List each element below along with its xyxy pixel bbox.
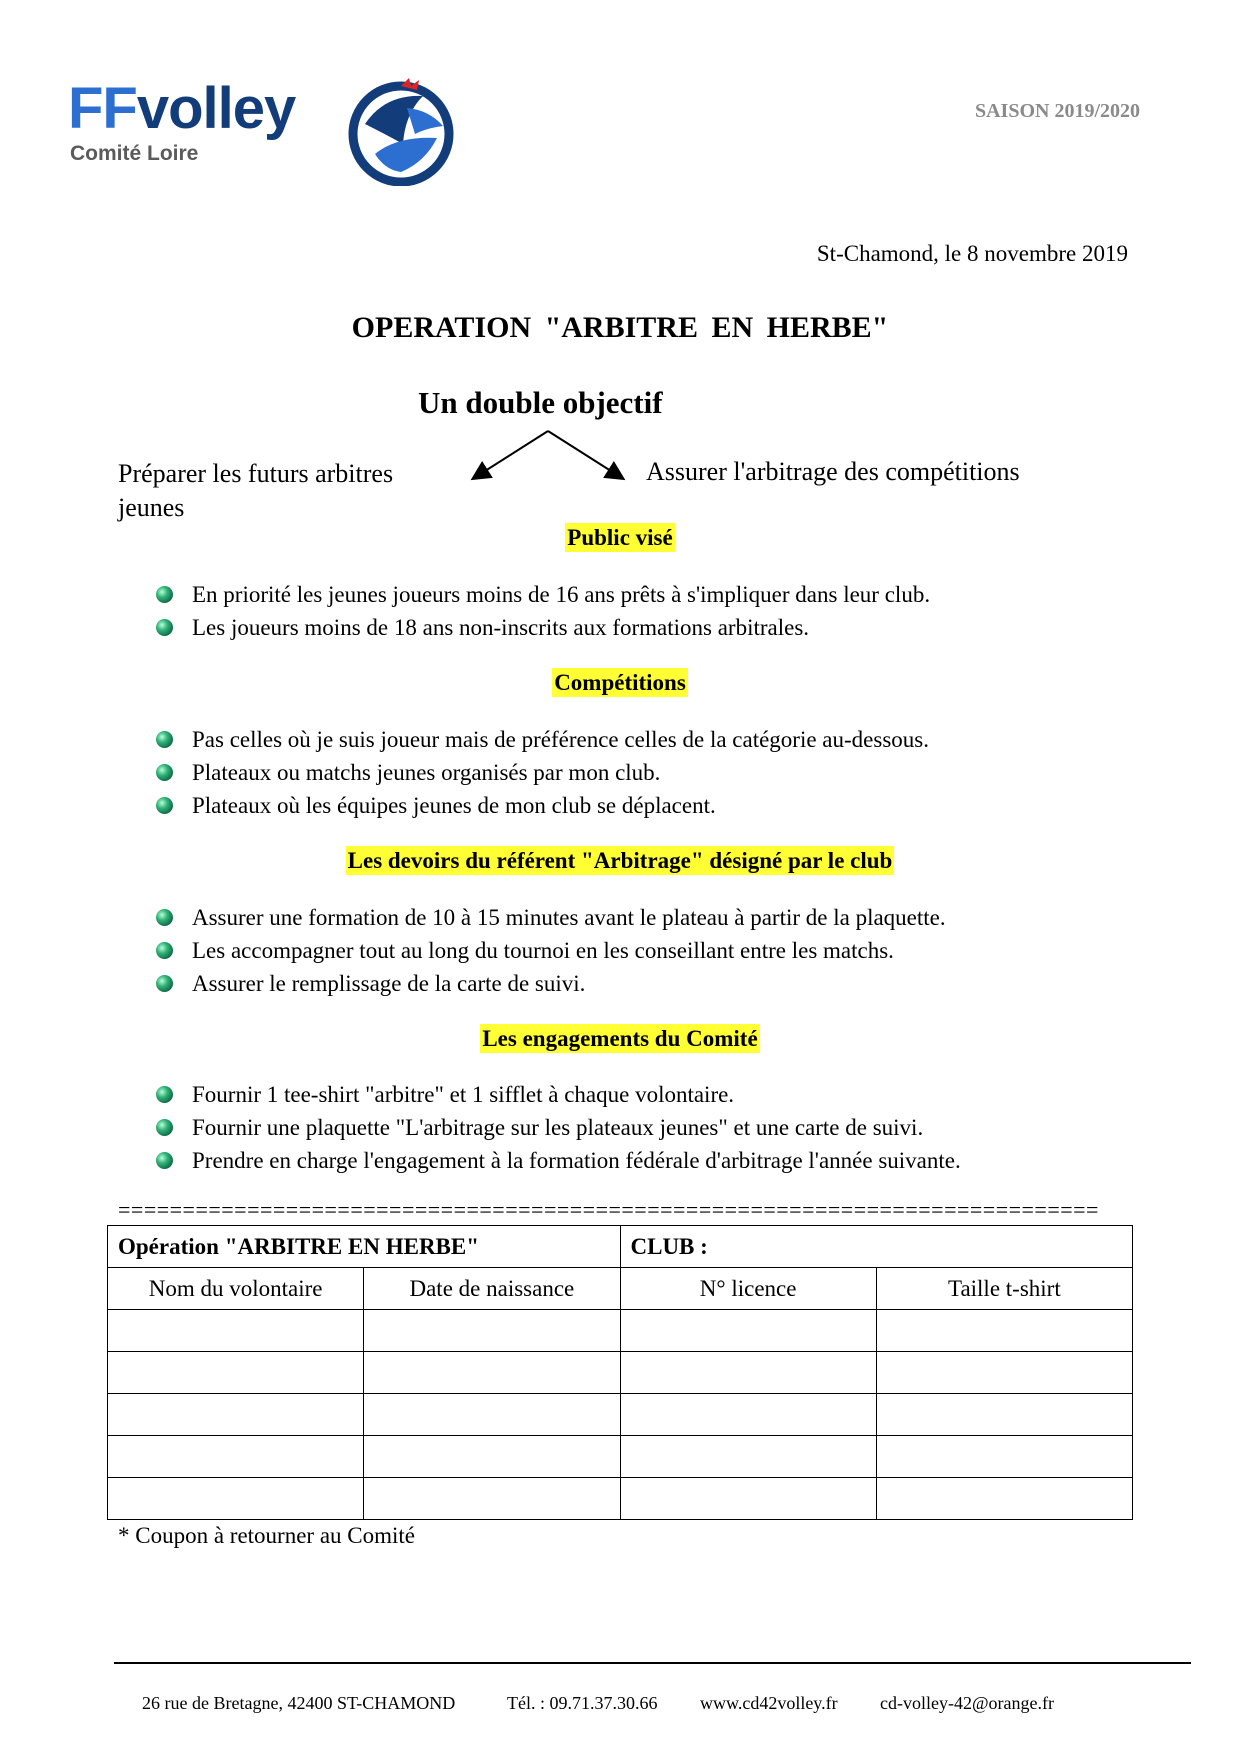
objective-right: Assurer l'arbitrage des compétitions [646,457,1020,486]
coupon-table [107,1225,1133,1520]
table-cell[interactable] [876,1310,1132,1352]
rooster-volleyball-emblem-icon [345,74,457,186]
list-item [150,578,930,611]
section-heading-comite [0,1026,1240,1052]
bullet-icon [156,586,173,603]
footer-website[interactable]: www.cd42volley.fr [700,1693,838,1713]
list-item-text: Fournir une plaquette "L'arbitrage sur les plateaux jeunes" et une carte de suivi. [192,1115,924,1140]
section-heading-public-text: Public visé [567,525,673,550]
coupon-club-field[interactable]: CLUB : [620,1226,1133,1268]
split-arrows-icon [468,428,628,488]
list-item [150,1078,961,1111]
logo-wordmark [68,76,296,141]
list-item [150,723,929,756]
table-row [108,1310,1133,1352]
section-heading-competitions [0,670,1240,696]
table-cell[interactable] [876,1352,1132,1394]
table-row [108,1394,1133,1436]
logo [68,76,296,166]
logo-subtitle: Comité Loire [70,142,199,165]
section-heading-competitions-text: Compétitions [554,670,686,695]
objective-left: Préparer les futurs arbitres jeunes [118,459,394,522]
list-item [150,1144,961,1177]
list-item-text: Plateaux ou matchs jeunes organisés par mon club. [192,760,661,785]
section-list-referent [150,901,946,1000]
table-cell[interactable] [620,1310,876,1352]
list-item-text: Assurer une formation de 10 à 15 minutes avant le plateau à partir de la plaquette. [192,905,946,930]
table-cell[interactable] [364,1310,620,1352]
bullet-icon [156,1119,173,1136]
section-heading-referent [0,848,1240,874]
list-item-text: En priorité les jeunes joueurs moins de 16 ans prêts à s'impliquer dans leur club. [192,582,931,607]
table-cell[interactable] [108,1352,364,1394]
table-row [108,1436,1133,1478]
list-item-text: Plateaux où les équipes jeunes de mon club se déplacent. [192,793,716,818]
table-cell[interactable] [108,1478,364,1520]
section-list-comite [150,1078,961,1177]
page-title: OPERATION "ARBITRE EN HERBE" [351,311,889,344]
section-heading-referent-text: Les devoirs du référent "Arbitrage" désigné par le club [347,848,893,873]
bullet-icon [156,909,173,926]
column-header-birthdate: Date de naissance [364,1268,620,1310]
table-cell[interactable] [620,1478,876,1520]
coupon-columns-row [108,1268,1133,1310]
list-item-text: Prendre en charge l'engagement à la formation fédérale d'arbitrage l'année suivante. [192,1148,961,1173]
list-item [150,934,946,967]
table-cell[interactable] [876,1394,1132,1436]
list-item-text: Pas celles où je suis joueur mais de préférence celles de la catégorie au-dessous. [192,727,929,752]
list-item-text: Les accompagner tout au long du tournoi en les conseillant entre les matchs. [192,938,894,963]
section-list-competitions [150,723,929,822]
section-list-public [150,578,930,644]
table-cell[interactable] [620,1394,876,1436]
coupon-footnote: * Coupon à retourner au Comité [118,1523,416,1548]
column-header-tshirt-size: Taille t-shirt [876,1268,1132,1310]
season-label: SAISON 2019/2020 [974,100,1140,122]
column-header-license: N° licence [620,1268,876,1310]
table-cell[interactable] [620,1352,876,1394]
list-item [150,789,929,822]
date-line: St-Chamond, le 8 novembre 2019 [816,241,1128,266]
objectives-heading: Un double objectif [418,385,663,420]
logo-volley-text: volley [136,76,296,141]
list-item-text: Assurer le remplissage de la carte de suivi. [192,971,586,996]
section-heading-comite-text: Les engagements du Comité [482,1026,758,1051]
table-cell[interactable] [108,1436,364,1478]
list-item-text: Fournir 1 tee-shirt "arbitre" et 1 sifflet à chaque volontaire. [192,1082,735,1107]
column-header-name: Nom du volontaire [108,1268,364,1310]
footer-email[interactable]: cd-volley-42@orange.fr [880,1693,1055,1713]
bullet-icon [156,1086,173,1103]
table-cell[interactable] [364,1394,620,1436]
bullet-icon [156,1152,173,1169]
list-item-text: Les joueurs moins de 18 ans non-inscrits aux formations arbitrales. [192,615,810,640]
table-cell[interactable] [876,1436,1132,1478]
bullet-icon [156,797,173,814]
list-item [150,1111,961,1144]
list-item [150,967,946,1000]
table-row [108,1352,1133,1394]
bullet-icon [156,619,173,636]
section-heading-public [0,525,1240,551]
footer-phone: Tél. : 09.71.37.30.66 [507,1693,658,1713]
list-item [150,901,946,934]
logo-ff-text: FF [68,76,137,141]
table-cell[interactable] [364,1352,620,1394]
table-cell[interactable] [108,1394,364,1436]
list-item [150,756,929,789]
table-cell[interactable] [108,1310,364,1352]
table-cell[interactable] [620,1436,876,1478]
bullet-icon [156,975,173,992]
table-cell[interactable] [876,1478,1132,1520]
footer-address: 26 rue de Bretagne, 42400 ST-CHAMOND [142,1693,456,1713]
bullet-icon [156,764,173,781]
table-cell[interactable] [364,1436,620,1478]
bullet-icon [156,942,173,959]
table-row [108,1478,1133,1520]
cut-separator: ============================================================================ [118,1197,1099,1222]
coupon-header-row [108,1226,1133,1268]
list-item [150,611,930,644]
footer-divider [114,1662,1191,1664]
coupon-operation-label: Opération "ARBITRE EN HERBE" [108,1226,621,1268]
table-cell[interactable] [364,1478,620,1520]
bullet-icon [156,731,173,748]
